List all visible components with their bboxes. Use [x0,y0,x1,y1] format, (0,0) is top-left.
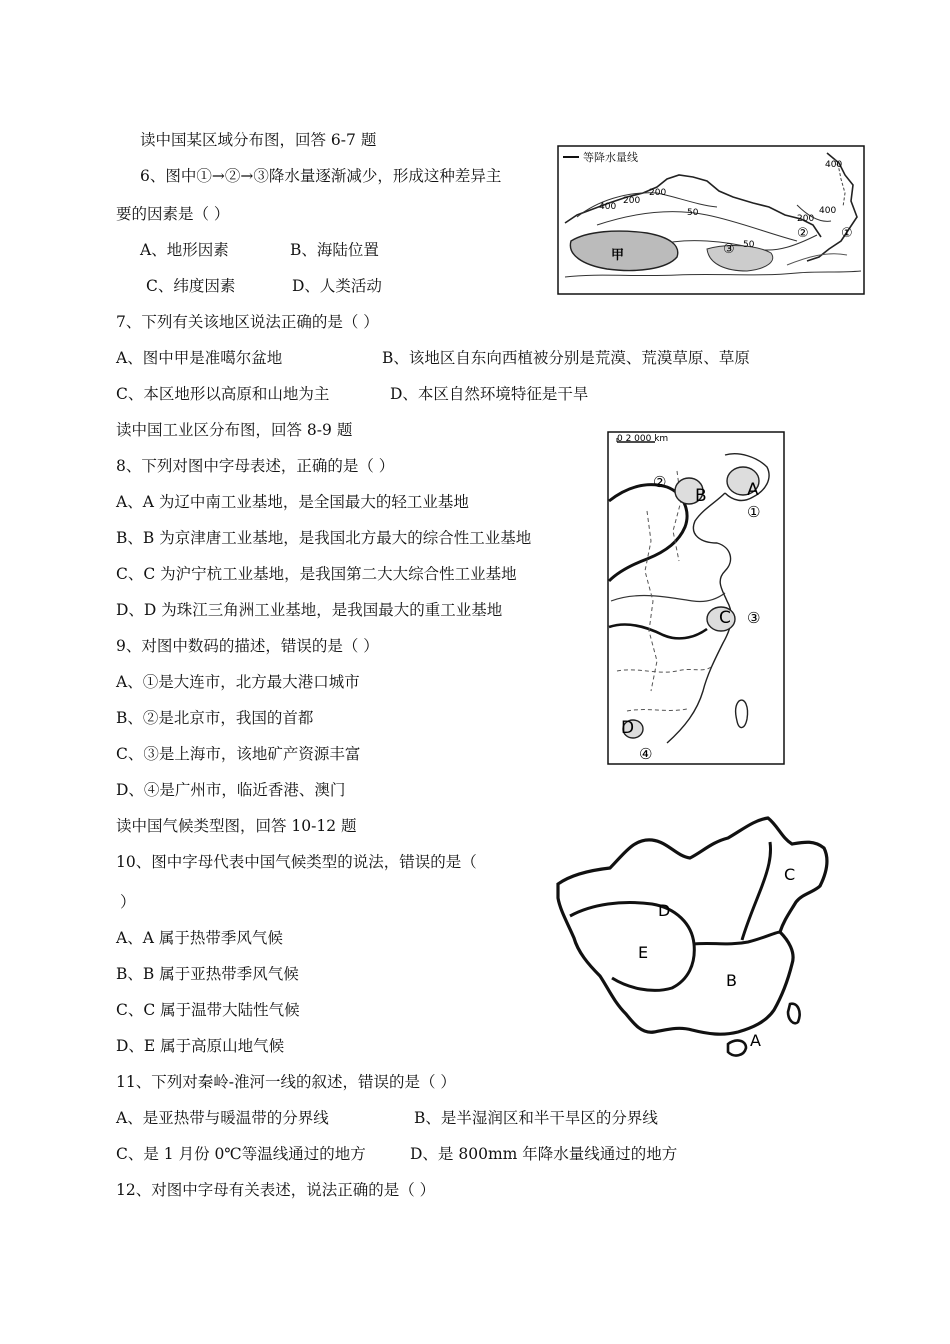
map2-label-b: B [695,486,707,506]
map1-label-jia: 甲 [611,248,625,263]
q10-option-b: B、B 属于亚热带季风气候 [116,965,299,983]
q9-option-d: D、④是广州市，临近香港、澳门 [116,781,346,799]
q9-stem: 9、对图中数码的描述，错误的是（ ） [116,637,379,655]
intro-q10-12: 读中国气候类型图，回答 10-12 题 [116,817,357,835]
q10-option-a: A、A 属于热带季风气候 [116,929,283,947]
q6-option-a: A、地形因素 [140,241,229,259]
map3-label-b: B [726,971,737,990]
map2-scale: 0 2 000 km [617,434,669,444]
map1-label-circle-3: ③ [723,242,735,257]
map3-label-e: E [638,943,649,962]
q7-option-a: A、图中甲是准噶尔盆地 [116,349,283,367]
q7-option-b: B、该地区自东向西植被分别是荒漠、荒漠草原、草原 [382,349,750,367]
q9-option-c: C、③是上海市，该地矿产资源丰富 [116,745,361,763]
q11-option-b: B、是半湿润区和半干旱区的分界线 [414,1109,658,1127]
q9-option-a: A、①是大连市，北方最大港口城市 [116,673,360,691]
precipitation-map [557,145,865,295]
map1-label-200-east: 200 [797,214,815,224]
q10-option-c: C、C 属于温带大陆性气候 [116,1001,300,1019]
q7-option-d: D、本区自然环境特征是干旱 [390,385,589,403]
q10-option-d: D、E 属于高原山地气候 [116,1037,285,1055]
map1-label-circle-1: ① [841,226,853,241]
q8-option-c: C、C 为沪宁杭工业基地，是我国第二大大综合性工业基地 [116,565,517,583]
map2-label-a: A [747,480,759,500]
map2-label-circle-1: ① [747,503,761,521]
q11-option-c: C、是 1 月份 0℃等温线通过的地方 [116,1145,366,1163]
map3-label-d: D [658,901,671,920]
q11-option-a: A、是亚热带与暖温带的分界线 [116,1109,329,1127]
intro-q8-9: 读中国工业区分布图，回答 8-9 题 [116,421,353,439]
map1-label-200-north: 200 [623,196,641,206]
q6-stem-line1: 6、图中①→②→③降水量逐渐减少，形成这种差异主 [140,167,502,185]
q10-stem-line1: 10、图中字母代表中国气候类型的说法，错误的是（ [116,853,477,871]
map1-label-50-south: 50 [743,240,755,250]
map1-label-400-northeast: 400 [819,206,837,216]
intro-q6-7: 读中国某区域分布图，回答 6-7 题 [140,131,377,149]
q6-option-b: B、海陆位置 [290,241,379,259]
q11-stem: 11、下列对秦岭-淮河一线的叙述，错误的是（ ） [116,1073,456,1091]
industrial-region-map [607,431,785,765]
map1-label-400-west: 400 [599,202,617,212]
q9-option-b: B、②是北京市，我国的首都 [116,709,314,727]
q7-stem: 7、下列有关该地区说法正确的是（ ） [116,313,379,331]
q6-stem-line2: 要的因素是（ ） [116,205,230,223]
map2-label-circle-3: ③ [747,609,761,627]
q8-option-d: D、D 为珠江三角洲工业基地，是我国最大的重工业基地 [116,601,503,619]
q7-option-c: C、本区地形以高原和山地为主 [116,385,330,403]
q8-stem: 8、下列对图中字母表述，正确的是（ ） [116,457,395,475]
q11-option-d: D、是 800mm 年降水量线通过的地方 [410,1145,678,1163]
map3-label-c: C [784,865,796,884]
map3-label-a: A [750,1031,761,1050]
map1-label-50-north: 50 [687,208,699,218]
map1-label-400-east: 400 [825,160,843,170]
q8-option-b: B、B 为京津唐工业基地，是我国北方最大的综合性工业基地 [116,529,532,547]
q10-stem-line2: ） [120,893,136,911]
climate-region-map [552,812,838,1074]
map1-label-circle-2: ② [797,226,809,241]
map2-label-c: C [719,608,731,628]
q12-stem: 12、对图中字母有关表述，说法正确的是（ ） [116,1181,436,1199]
map2-label-d: D [621,718,635,738]
q6-option-c: C、纬度因素 [146,277,236,295]
map1-legend-label: 等降水量线 [583,151,638,164]
map1-label-200-west: 200 [649,188,667,198]
map2-label-circle-2: ② [653,473,667,491]
map2-label-circle-4: ④ [639,745,653,763]
q8-option-a: A、A 为辽中南工业基地，是全国最大的轻工业基地 [116,493,469,511]
q6-option-d: D、人类活动 [292,277,382,295]
